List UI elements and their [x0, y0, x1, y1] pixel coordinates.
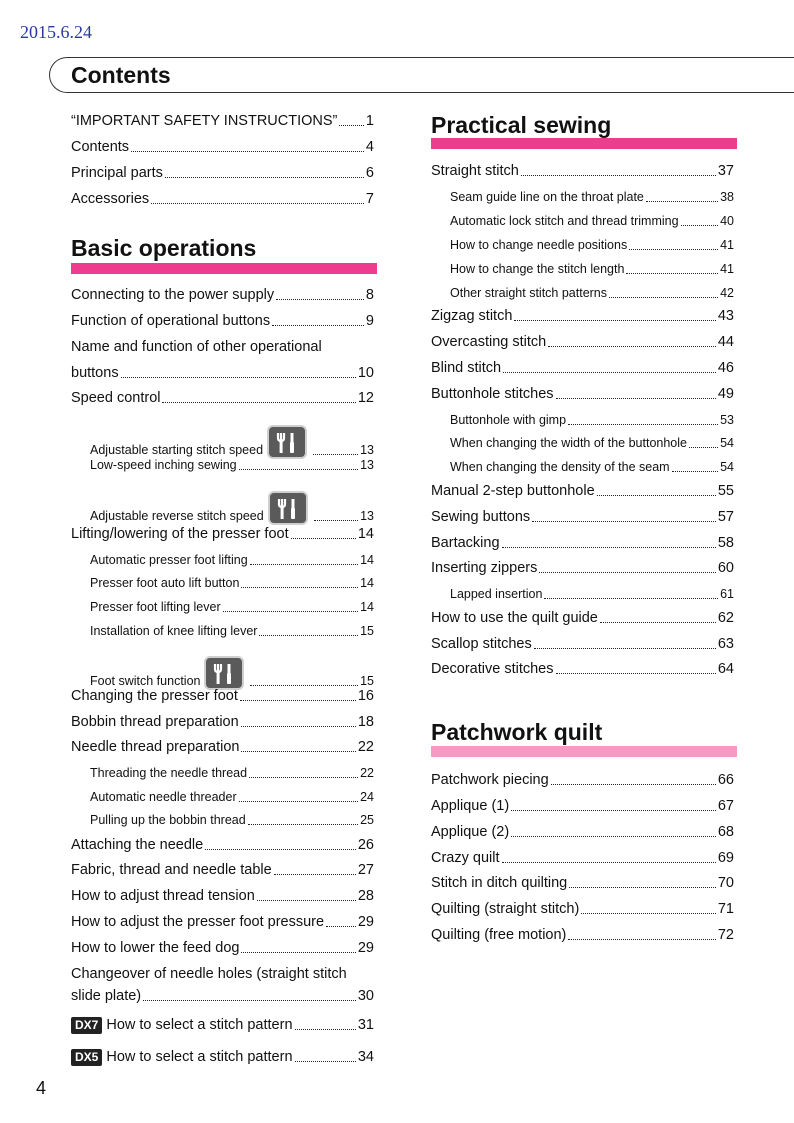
toc-entry-title: Principal parts: [71, 165, 163, 181]
toc-entry-page: 7: [365, 191, 374, 207]
toc-entry-page: 37: [717, 163, 734, 179]
toc-entry-page: 60: [717, 560, 734, 576]
section-underline-bar: [431, 746, 737, 757]
toc-entry-title: Automatic lock stitch and thread trimming: [450, 214, 679, 228]
dot-leader: [249, 777, 358, 778]
dot-leader: [240, 700, 356, 701]
toc-entry[interactable]: [71, 365, 374, 382]
tools-icon: [204, 656, 244, 690]
toc-entry[interactable]: [450, 213, 734, 230]
section-heading: Patchwork quilt: [431, 719, 603, 745]
toc-entry[interactable]: [71, 287, 374, 304]
tools-icon: [267, 425, 307, 459]
toc-entry-page: 30: [357, 988, 374, 1004]
toc-entry-title: Presser foot lifting lever: [90, 600, 221, 614]
toc-entry-title: Accessories: [71, 191, 150, 207]
toc-entry-page: 22: [360, 766, 374, 780]
section-underline-bar: [431, 138, 737, 149]
toc-entry-page: 34: [357, 1049, 374, 1065]
toc-entry-page: 49: [717, 386, 734, 402]
dot-leader: [597, 495, 716, 496]
toc-entry[interactable]: [71, 165, 374, 182]
dot-leader: [121, 377, 356, 378]
dot-leader: [339, 125, 364, 126]
section-heading: Practical sewing: [431, 112, 612, 138]
dot-leader: [241, 751, 355, 752]
toc-entry-title: Presser foot auto lift button: [90, 576, 240, 590]
toc-entry-page: 41: [720, 262, 734, 276]
toc-entry[interactable]: [71, 526, 374, 543]
toc-entry-title: buttons: [71, 365, 119, 381]
toc-entry-title: How to lower the feed dog: [71, 940, 240, 956]
toc-entry-title: Bartacking: [431, 535, 500, 551]
toc-entry-page: 24: [360, 790, 374, 804]
dot-leader: [556, 673, 716, 674]
toc-entry-title: Scallop stitches: [431, 636, 532, 652]
dot-leader: [205, 849, 356, 850]
toc-entry-page: 13: [360, 509, 374, 523]
dot-leader: [551, 784, 716, 785]
toc-entry[interactable]: [431, 850, 734, 867]
toc-entry-title: Zigzag stitch: [431, 308, 513, 324]
dot-leader: [502, 547, 716, 548]
dot-leader: [521, 175, 716, 176]
toc-entry[interactable]: [90, 599, 374, 616]
toc-entry-page: 71: [717, 901, 734, 917]
toc-entry-title: When changing the width of the buttonhole: [450, 436, 687, 450]
toc-entry[interactable]: [71, 191, 374, 208]
dot-leader: [514, 320, 715, 321]
dot-leader: [539, 572, 715, 573]
toc-entry-title: Quilting (free motion): [431, 927, 567, 943]
toc-entry-title: How to change the stitch length: [450, 262, 625, 276]
toc-entry-page: 26: [357, 837, 374, 853]
toc-entry-page: 40: [720, 214, 734, 228]
toc-entry[interactable]: [71, 688, 374, 705]
toc-entry-page: 72: [717, 927, 734, 943]
dot-leader: [568, 424, 718, 425]
toc-entry[interactable]: [431, 334, 734, 351]
dot-leader: [248, 824, 358, 825]
dot-leader: [548, 346, 716, 347]
toc-entry[interactable]: [431, 636, 734, 653]
toc-entry-page: 68: [717, 824, 734, 840]
toc-entry[interactable]: [431, 927, 734, 944]
dot-leader: [295, 1061, 356, 1062]
toc-entry-page: 43: [717, 308, 734, 324]
toc-entry[interactable]: [450, 435, 734, 452]
toc-entry[interactable]: [71, 139, 374, 156]
dot-leader: [313, 454, 358, 455]
toc-entry[interactable]: [431, 308, 734, 325]
toc-entry[interactable]: [71, 1049, 374, 1066]
toc-entry-page: 22: [357, 739, 374, 755]
toc-entry-title: Adjustable reverse stitch speed: [90, 509, 264, 523]
dot-leader: [162, 402, 355, 403]
dot-leader: [326, 926, 356, 927]
toc-entry-title: Seam guide line on the throat plate: [450, 190, 644, 204]
dot-leader: [259, 635, 358, 636]
dot-leader: [511, 836, 716, 837]
toc-entry-title: slide plate): [71, 988, 142, 1004]
toc-entry-page: 8: [365, 287, 374, 303]
toc-entry[interactable]: [450, 586, 734, 603]
toc-entry[interactable]: [71, 888, 374, 905]
dot-leader: [681, 225, 719, 226]
toc-entry-title: Bobbin thread preparation: [71, 714, 239, 730]
toc-entry-title: Other straight stitch patterns: [450, 286, 608, 300]
toc-entry-page: 58: [717, 535, 734, 551]
dot-leader: [241, 952, 355, 953]
toc-entry-page: 61: [720, 587, 734, 601]
toc-entry-title: Speed control: [71, 390, 161, 406]
toc-entry[interactable]: [71, 714, 374, 731]
dot-leader: [131, 151, 364, 152]
dot-leader: [241, 587, 358, 588]
dot-leader: [626, 273, 718, 274]
toc-entry[interactable]: [90, 623, 374, 640]
toc-entry[interactable]: [71, 390, 374, 407]
toc-entry-title: Installation of knee lifting lever: [90, 624, 258, 638]
toc-entry[interactable]: [431, 824, 734, 841]
toc-entry-title: Threading the needle thread: [90, 766, 248, 780]
dot-leader: [295, 1029, 356, 1030]
dot-leader: [629, 249, 718, 250]
dot-leader: [291, 538, 356, 539]
toc-entry-title: How to use the quilt guide: [431, 610, 598, 626]
toc-entry[interactable]: [90, 457, 374, 474]
toc-entry-title: Needle thread preparation: [71, 739, 240, 755]
dot-leader: [257, 900, 356, 901]
toc-entry[interactable]: [431, 661, 734, 678]
toc-entry-page: 9: [365, 313, 374, 329]
toc-entry-title: Stitch in ditch quilting: [431, 875, 568, 891]
toc-entry-title: Changeover of needle holes (straight stitch: [71, 966, 347, 982]
tools-icon: [268, 491, 308, 525]
toc-entry-page: 15: [360, 674, 374, 688]
toc-entry[interactable]: [450, 412, 734, 429]
toc-entry[interactable]: [431, 360, 734, 377]
toc-entry[interactable]: [71, 940, 374, 957]
toc-entry-title: Changing the presser foot: [71, 688, 238, 704]
toc-entry[interactable]: [431, 772, 734, 789]
toc-entry-page: 27: [357, 862, 374, 878]
toc-entry[interactable]: [71, 339, 374, 356]
toc-entry-title: Fabric, thread and needle table: [71, 862, 272, 878]
toc-entry-page: 13: [360, 458, 374, 472]
toc-entry-title: How to select a stitch pattern: [106, 1017, 293, 1033]
toc-entry-page: 54: [720, 436, 734, 450]
dot-leader: [672, 471, 719, 472]
toc-entry-title: Buttonhole stitches: [431, 386, 554, 402]
toc-entry[interactable]: [450, 237, 734, 254]
toc-entry-title: Adjustable starting stitch speed: [90, 443, 264, 457]
dot-leader: [609, 297, 718, 298]
toc-entry-title: Low-speed inching sewing: [90, 458, 237, 472]
toc-entry-page: 13: [360, 443, 374, 457]
toc-entry[interactable]: [71, 837, 374, 854]
toc-entry-page: 14: [360, 576, 374, 590]
dot-leader: [151, 203, 364, 204]
dot-leader: [689, 447, 718, 448]
toc-entry-title: Decorative stitches: [431, 661, 554, 677]
toc-entry-title: Blind stitch: [431, 360, 502, 376]
toc-entry-page: 31: [357, 1017, 374, 1033]
dot-leader: [250, 685, 358, 686]
toc-entry[interactable]: [90, 765, 374, 782]
toc-entry-title: Lapped insertion: [450, 587, 543, 601]
toc-entry[interactable]: [431, 483, 734, 500]
toc-entry[interactable]: [90, 425, 374, 459]
toc-entry-page: 53: [720, 413, 734, 427]
section-heading: Basic operations: [71, 235, 257, 261]
toc-entry-page: 29: [357, 914, 374, 930]
toc-entry-title: Manual 2-step buttonhole: [431, 483, 595, 499]
dot-leader: [314, 520, 358, 521]
toc-entry-title: Inserting zippers: [431, 560, 538, 576]
dot-leader: [503, 372, 716, 373]
toc-entry-page: 14: [360, 553, 374, 567]
toc-entry-title: Buttonhole with gimp: [450, 413, 567, 427]
dot-leader: [532, 521, 716, 522]
toc-entry-title: Foot switch function: [90, 674, 201, 688]
toc-entry[interactable]: [431, 509, 734, 526]
toc-entry[interactable]: [450, 459, 734, 476]
toc-entry-page: 63: [717, 636, 734, 652]
dot-leader: [239, 469, 358, 470]
toc-entry-title: Attaching the needle: [71, 837, 204, 853]
toc-entry[interactable]: [431, 386, 734, 403]
toc-entry-title: Patchwork piecing: [431, 772, 549, 788]
toc-entry[interactable]: [90, 552, 374, 569]
toc-entry-title: Contents: [71, 139, 130, 155]
toc-entry-title: Automatic presser foot lifting: [90, 553, 248, 567]
toc-entry-page: 25: [360, 813, 374, 827]
toc-entry-title: Applique (1): [431, 798, 510, 814]
dot-leader: [239, 801, 358, 802]
dot-leader: [544, 598, 718, 599]
toc-entry-title: Applique (2): [431, 824, 510, 840]
toc-entry[interactable]: [431, 163, 734, 180]
toc-entry-page: 4: [365, 139, 374, 155]
toc-entry-title: Name and function of other operational: [71, 339, 322, 355]
dot-leader: [581, 913, 716, 914]
dot-leader: [511, 810, 716, 811]
toc-entry[interactable]: [71, 739, 374, 756]
toc-entry-title: How to change needle positions: [450, 238, 628, 252]
toc-entry-title: Connecting to the power supply: [71, 287, 275, 303]
toc-entry-title: Automatic needle threader: [90, 790, 237, 804]
toc-entry[interactable]: [431, 901, 734, 918]
toc-entry-page: 69: [717, 850, 734, 866]
toc-entry-page: 28: [357, 888, 374, 904]
toc-entry-title: Quilting (straight stitch): [431, 901, 580, 917]
toc-entry[interactable]: [71, 914, 374, 931]
model-badge: DX7: [71, 1017, 102, 1034]
dot-leader: [568, 939, 715, 940]
toc-entry[interactable]: [71, 988, 374, 1005]
toc-entry-title: How to select a stitch pattern: [106, 1049, 293, 1065]
toc-entry-title: Crazy quilt: [431, 850, 500, 866]
dot-leader: [502, 862, 716, 863]
toc-entry-page: 41: [720, 238, 734, 252]
toc-entry-page: 15: [360, 624, 374, 638]
toc-entry-page: 38: [720, 190, 734, 204]
toc-entry-title: Sewing buttons: [431, 509, 531, 525]
toc-entry[interactable]: [90, 656, 374, 690]
toc-entry[interactable]: [431, 535, 734, 552]
toc-entry[interactable]: [450, 261, 734, 278]
toc-entry[interactable]: [90, 789, 374, 806]
toc-entry[interactable]: [90, 812, 374, 829]
toc-entry[interactable]: [71, 313, 374, 330]
toc-entry[interactable]: [71, 113, 374, 130]
toc-entry-page: 64: [717, 661, 734, 677]
date-stamp: 2015.6.24: [20, 22, 92, 42]
toc-entry-title: When changing the density of the seam: [450, 460, 670, 474]
toc-entry[interactable]: [90, 491, 374, 525]
toc-entry-page: 44: [717, 334, 734, 350]
toc-entry-page: 6: [365, 165, 374, 181]
toc-entry[interactable]: [71, 862, 374, 879]
toc-entry[interactable]: [431, 875, 734, 892]
model-badge: DX5: [71, 1049, 102, 1066]
dot-leader: [569, 887, 716, 888]
dot-leader: [276, 299, 364, 300]
toc-entry-title: Overcasting stitch: [431, 334, 547, 350]
toc-entry-title: Pulling up the bobbin thread: [90, 813, 246, 827]
page-number: 4: [36, 1078, 47, 1098]
toc-entry-page: 1: [365, 113, 374, 129]
dot-leader: [556, 398, 716, 399]
dot-leader: [223, 611, 358, 612]
toc-entry-page: 29: [357, 940, 374, 956]
toc-entry-page: 42: [720, 286, 734, 300]
toc-entry-page: 18: [357, 714, 374, 730]
toc-entry[interactable]: [431, 798, 734, 815]
toc-entry-page: 62: [717, 610, 734, 626]
toc-entry[interactable]: [71, 1017, 374, 1034]
section-underline-bar: [71, 263, 377, 274]
dot-leader: [646, 201, 718, 202]
toc-entry-page: 66: [717, 772, 734, 788]
toc-entry-title: Function of operational buttons: [71, 313, 271, 329]
toc-entry[interactable]: [431, 560, 734, 577]
toc-entry[interactable]: [450, 285, 734, 302]
dot-leader: [274, 874, 356, 875]
toc-entry-title: How to adjust thread tension: [71, 888, 255, 904]
toc-entry-page: 16: [357, 688, 374, 704]
dot-leader: [165, 177, 364, 178]
dot-leader: [272, 325, 364, 326]
toc-entry-page: 54: [720, 460, 734, 474]
dot-leader: [600, 622, 716, 623]
dot-leader: [241, 726, 356, 727]
toc-entry-title: “IMPORTANT SAFETY INSTRUCTIONS”: [71, 113, 338, 129]
toc-entry-title: Straight stitch: [431, 163, 519, 179]
toc-entry[interactable]: [450, 189, 734, 206]
toc-entry[interactable]: [90, 575, 374, 592]
toc-entry-page: 70: [717, 875, 734, 891]
page-title: Contents: [71, 62, 171, 88]
dot-leader: [143, 1000, 356, 1001]
toc-entry[interactable]: [71, 966, 374, 983]
toc-entry-page: 57: [717, 509, 734, 525]
dot-leader: [250, 564, 358, 565]
toc-entry[interactable]: [431, 610, 734, 627]
toc-entry-page: 14: [360, 600, 374, 614]
toc-entry-title: Lifting/lowering of the presser foot: [71, 526, 289, 542]
toc-entry-page: 14: [357, 526, 374, 542]
toc-entry-page: 12: [357, 390, 374, 406]
toc-entry-page: 67: [717, 798, 734, 814]
dot-leader: [534, 648, 716, 649]
toc-entry-page: 55: [717, 483, 734, 499]
toc-entry-page: 46: [717, 360, 734, 376]
toc-entry-title: How to adjust the presser foot pressure: [71, 914, 325, 930]
toc-entry-page: 10: [357, 365, 374, 381]
